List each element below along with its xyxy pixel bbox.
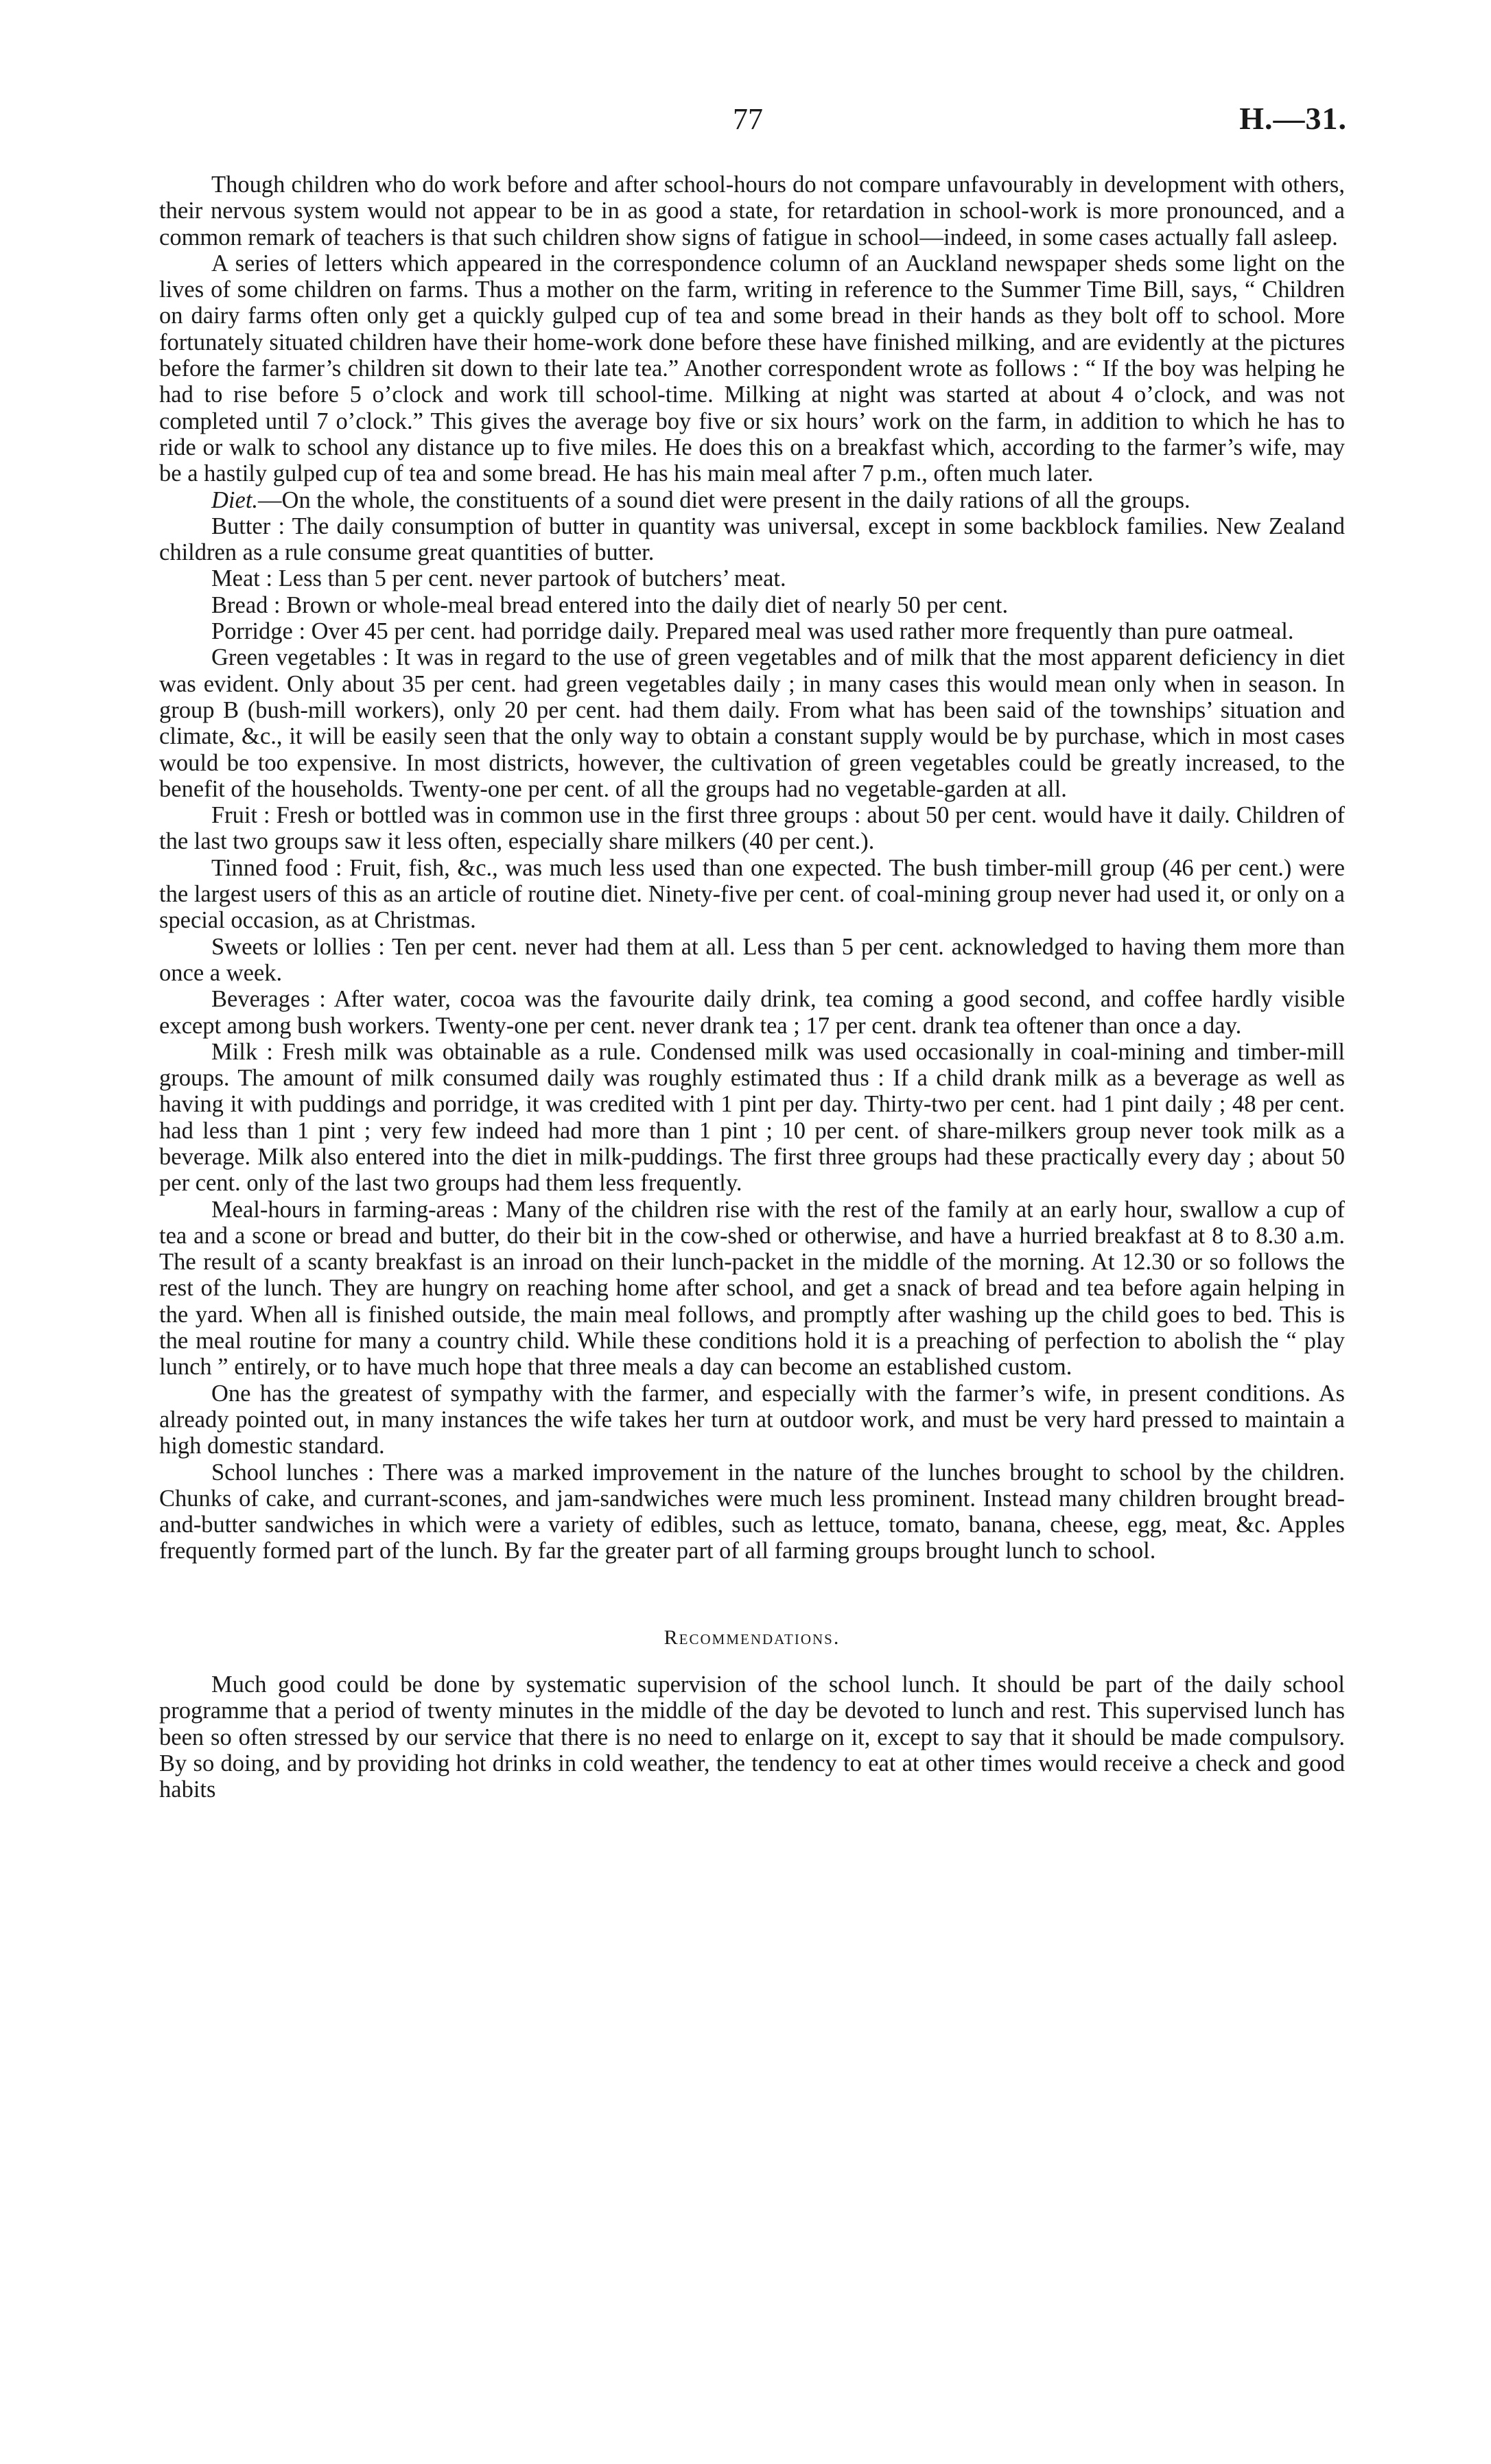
school-lunches-text: There was a marked improvement in the nature of the lunches brought to school by the children. Chunks of cake, and currant-scones, and jam-sandwiches were much less prominent. Instead many children brought bread-and-butter sandwiches in which were a variety of edibles, such as lettuce, tomato, banana, cheese, egg, meat, &c. Apples frequently formed part of the lunch. By far the greater part of all farming groups brought lunch to school. [159, 1459, 1345, 1564]
item-text: Brown or whole-meal bread entered into the daily diet of nearly 50 per cent. [280, 591, 1009, 618]
item-label: Meat : [211, 565, 273, 592]
item-text: It was in regard to the use of green vegetables and of milk that the most apparent deficiency in diet was evident. Only about 35 per cent. had green vegetables daily ; in many cases this would mean only when in season. In group B (bush-mill workers), only 20 per cent. had them daily. From what has been said of the townships’ situation and climate, &c., it will be easily seen that the only way to obtain a constant supply would be by purchase, which in most cases would be too expensive. In most districts, however, the cultivation of green vegetables could be greatly increased, to the benefit of the households. Twenty-one per cent. of all the groups had no vegetable-garden at all. [159, 644, 1345, 802]
recommendations-heading: Recommendations. [664, 1626, 841, 1649]
item-text: Fruit, fish, &c., was much less used than one expected. The bush timber-mill group (46 per cent.) were the largest users of this as an article of routine diet. Ninety-five per cent. of coal-mining group never had used it, or only on a special occasion, as at Christmas. [159, 854, 1345, 934]
item-label: Beverages : [211, 986, 326, 1013]
paragraph-letters: A series of letters which appeared in the correspondence column of an Auckland newspaper sheds some light on the lives of some children on farms. Thus a mother on the farm, writing in reference to the Summer Time Bill, says, “ Children on dairy farms often only get a quickly gulped cup of tea and some bread in their hands as they bolt off to school. More fortunately situated children have their home-work done before these have finished milking, and are evidently at the pictures before the farmer’s children sit down to their late tea.” Another correspondent wrote as follows : “ If the boy was helping he had to rise before 5 o’clock and work till school-time. Milking at night was started at about 4 o’clock, and was not completed until 7 o’clock.” This gives the average boy five or six hours’ work on the farm, in addition to which he has to ride or walk to school any distance up to five miles. He does this on a breakfast which, according to the farmer’s wife, may be a hastily gulped cup of tea and some bread. He has his main meal after 7 p.m., often much later. [159, 250, 1345, 487]
item-label: Sweets or lollies : [211, 933, 385, 960]
diet-label: Diet. [211, 486, 259, 513]
item-bread [159, 592, 1345, 618]
item-text: Fresh milk was obtainable as a rule. Condensed milk was used occasionally in coal-mining and timber-mill groups. The amount of milk consumed daily was roughly estimated thus : If a child drank milk as a beverage as well as having it with puddings and porridge, it was credited with 1 pint per day. Thirty-two per cent. had 1 pint daily ; 48 per cent. had less than 1 pint ; very few indeed had more than 1 pint ; 10 per cent. of share-milkers group never took milk as a beverage. Milk also entered into the diet in milk-puddings. The first three groups had these practically every day ; about 50 per cent. only of the last two groups had them less frequently. [159, 1038, 1345, 1197]
body-text [159, 172, 1345, 1803]
item-label: Green vegetables : [211, 644, 389, 671]
item-label: Butter : [211, 513, 285, 539]
item-label: Fruit : [211, 802, 270, 829]
item-milk [159, 1039, 1345, 1197]
item-text: Fresh or bottled was in common use in the first three groups : about 50 per cent. would have it daily. Children of the last two groups saw it less often, especially share milkers (40 per cent.). [159, 802, 1345, 855]
school-lunches-label: School lunches : [211, 1459, 375, 1486]
item-beverages [159, 986, 1345, 1039]
diet-text: —On the whole, the constituents of a sound diet were present in the daily rations of all the groups. [258, 486, 1190, 513]
item-text: Many of the children rise with the rest of the family at an early hour, swallow a cup of tea and a scone or bread and butter, do their bit in the cow-shed or otherwise, and have a hurried breakfast at 8 to 8.30 a.m. The result of a scanty breakfast is an inroad on their lunch-packet in the middle of the morning. At 12.30 or so follows the rest of the lunch. They are hungry on reaching home after school, and get a snack of bread and tea before again helping in the yard. When all is finished outside, the main meal follows, and promptly after washing up the child goes to bed. This is the meal routine for many a country child. While these conditions hold it is a preaching of perfection to abolish the “ play lunch ” entirely, or to have much hope that three meals a day can become an established custom. [159, 1196, 1345, 1381]
item-text: Ten per cent. never had them at all. Less than 5 per cent. acknowledged to having them more than once a week. [159, 933, 1345, 986]
item-text: Less than 5 per cent. never partook of butchers’ meat. [272, 565, 786, 592]
paragraph-recommendations: Much good could be done by systematic supervision of the school lunch. It should be part of the daily school programme that a period of twenty minutes in the middle of the day be devoted to lunch and rest. This supervised lunch has been so often stressed by our service that there is no need to enlarge on it, except to say that it should be made compulsory. By so doing, and by providing hot drinks in cold weather, the tendency to eat at other times would receive a check and good habits [159, 1671, 1345, 1803]
paragraph-diet [159, 487, 1345, 513]
item-text: After water, cocoa was the favourite daily drink, tea coming a good second, and coffee hardly visible except among bush workers. Twenty-one per cent. never drank tea ; 17 per cent. drank tea oftener than once a day. [159, 986, 1346, 1039]
item-label: Bread : [211, 591, 281, 618]
item-fruit [159, 802, 1345, 855]
paragraph-retardation: Though children who do work before and after school-hours do not compare unfavourably in development with others, their nervous system would not appear to be in as good a state, for retardation in school-work is more pronounced, and a common remark of teachers is that such children show signs of fatigue in school—indeed, in some cases actually fall asleep. [159, 172, 1345, 250]
paragraph-school-lunches [159, 1459, 1345, 1564]
item-label: Tinned food : [211, 854, 342, 881]
document-reference: H.—31. [1239, 101, 1347, 136]
item-text: The daily consumption of butter in quantity was universal, except in some backblock families. New Zealand children as a rule consume great quantities of butter. [159, 513, 1346, 566]
item-porridge [159, 618, 1345, 644]
item-meat [159, 565, 1345, 591]
page-number: 77 [733, 102, 763, 136]
paragraph-sympathy: One has the greatest of sympathy with the farmer, and especially with the farmer’s wife, in present conditions. As already pointed out, in many instances the wife takes her turn at outdoor work, and must be very hard pressed to maintain a high domestic standard. [159, 1380, 1345, 1459]
item-text: Over 45 per cent. had porridge daily. Prepared meal was used rather more frequently than pure oatmeal. [305, 618, 1294, 645]
item-meal-hours [159, 1197, 1345, 1381]
item-label: Meal-hours in farming-areas : [211, 1196, 499, 1223]
item-tinned-food [159, 855, 1345, 934]
item-green-vegetables [159, 644, 1345, 802]
item-butter [159, 513, 1345, 566]
item-label: Milk : [211, 1038, 273, 1065]
item-sweets [159, 934, 1345, 987]
item-label: Porridge : [211, 618, 306, 645]
